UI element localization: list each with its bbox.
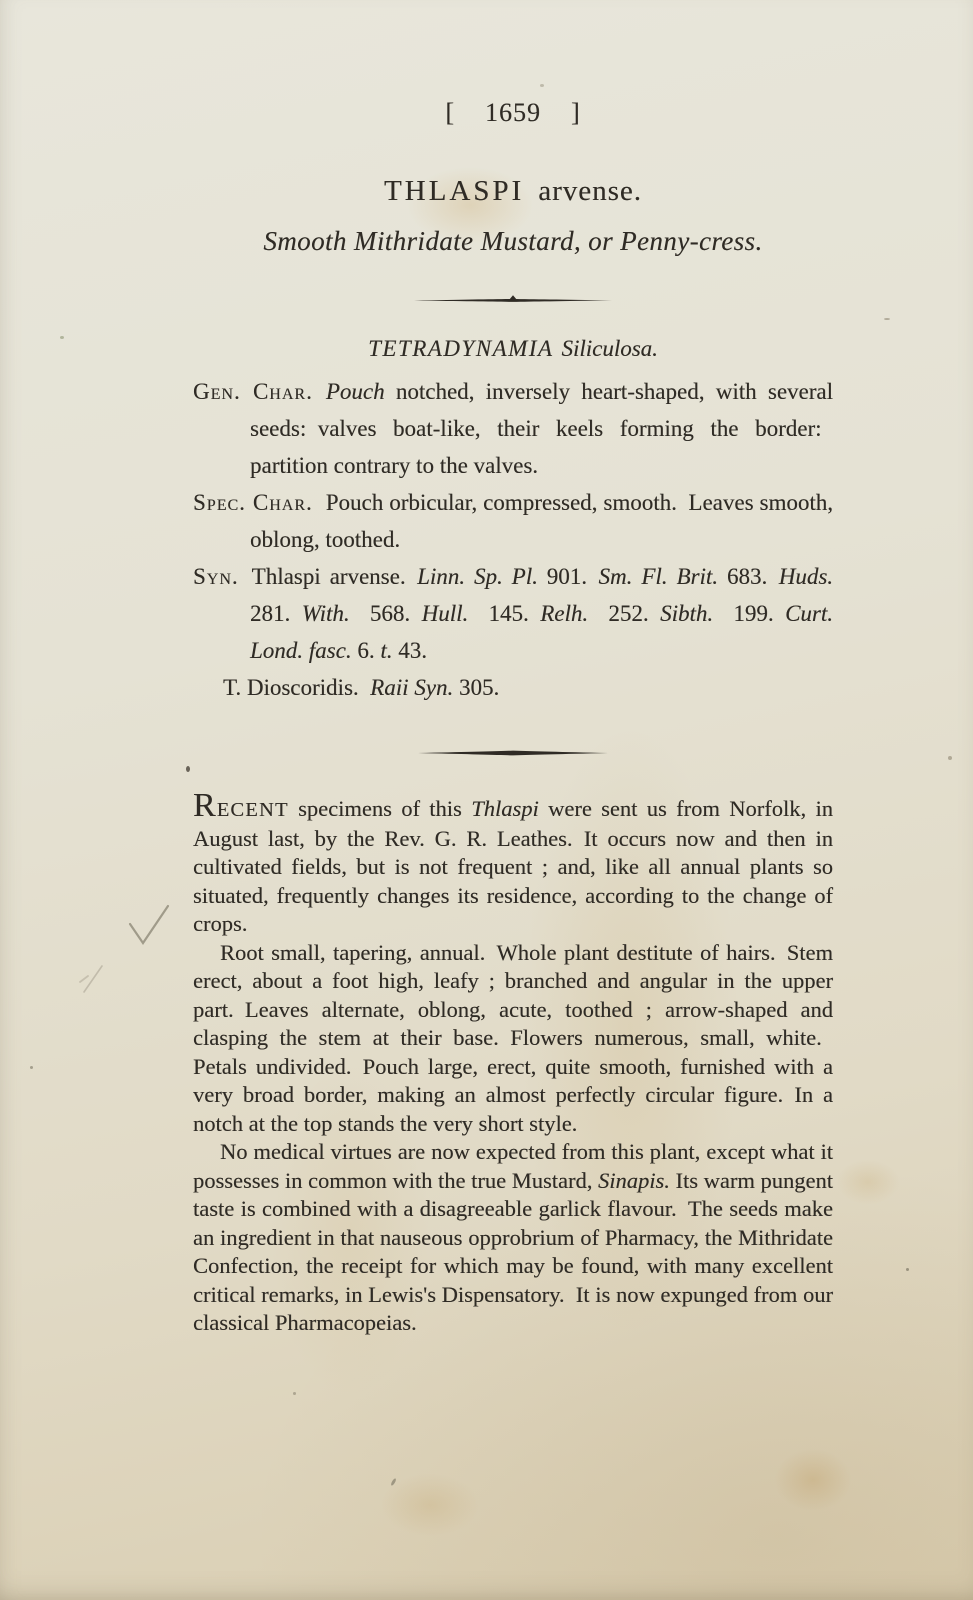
paper-speck [884,318,890,320]
synonyms-entry [193,558,833,669]
genus-name: THLASPI [383,175,525,207]
description-entries [193,373,833,706]
paragraph3-text: No medical virtues are now expected from this plant, except what it possesses in common with the true Mustard, Sinapis. Its warm pungent taste is combined with a disagreeable garlick flavour. The seeds make an ingredient in that nauseous opprobrium of Pharmacy, the Mithridate Confection, the receipt for which may be found, with many excellent critical remarks, in Lewis's Dispensatory. It is now expunged from our classical Pharmacopeias. [193,1139,833,1335]
paper-speck [390,1478,397,1486]
generic-character-entry [193,373,833,484]
paragraph1-text: specimens of this Thlaspi were sent us from Norfolk, in August last, by the Rev. G. R. Leathes. It occurs now and then in cultivated fields, but is not frequent ; and, like all annual plants so situated, frequently changes its residence, according to the change of crops. [193,796,833,936]
swelled-rule-divider-top [193,291,833,309]
paragraph-recent-specimens [193,789,833,939]
synonyms2-text: T. Dioscoridis. Raii Syn. 305. [223,675,500,700]
paper-speck [60,336,64,339]
paper-speck [906,1268,909,1271]
species-title [193,174,833,208]
taxonomy-class: TETRADYNAMIA [368,336,554,361]
paper-speck [540,84,544,87]
synonyms-text: Thlaspi arvense. Linn. Sp. Pl. 901. Sm. Fl. Brit. 683. Huds. 281. With. 568. Hull. 145. Relh. 252. Sibth. 199. Curt. Lond. fasc. 6. t. 43. [250,564,834,663]
synonyms-entry-second [193,669,833,706]
pencil-checkmark-annotation [116,898,186,960]
gen-char-text: Pouch notched, inversely heart-shaped, with several seeds: valves boat-like, their keels forming the border: partition contrary to the valves. [250,379,834,478]
taxonomy-order: Siliculosa. [561,336,658,361]
swelled-rule-icon [414,294,612,306]
spec-char-text: Pouch orbicular, compressed, smooth. Leaves smooth, oblong, toothed. [250,490,833,552]
gen-char-label: Gen. Char. [193,379,313,404]
taxonomy-heading [193,334,833,364]
page-content [193,96,833,1338]
paragraph-medical-virtues [193,1138,833,1338]
page-number [193,96,833,130]
paper-speck [948,756,952,760]
spec-char-label: Spec. Char. [193,490,313,515]
swelled-rule-icon [418,747,608,759]
common-name-subtitle: Smooth Mithridate Mustard, or Penny-cress. [263,226,763,256]
paragraph2-text: Root small, tapering, annual. Whole plant destitute of hairs. Stem erect, about a foot high, leafy ; branched and angular in the upper part. Leaves alternate, oblong, acute, toothed ; arrow-shaped and clasping the stem at their base. Flowers numerous, small, white. Petals undivided. Pouch large, erect, quite smooth, furnished with a very broad border, making an almost perfectly circular figure. In a notch at the top stands the very short style. [193,939,833,1136]
specific-character-entry [193,484,833,558]
page-number-value: 1659 [485,98,541,127]
synonyms-label: Syn. [193,564,239,589]
swelled-rule-divider-bottom [193,744,833,762]
paper-speck [293,1392,296,1395]
pencil-smudge-annotation [78,952,128,1000]
drop-cap-initial: R [193,787,217,824]
species-epithet: arvense. [538,175,643,207]
page-number-bracket-right: ] [571,98,581,127]
paper-speck [30,1066,33,1069]
paper-speck [186,766,190,772]
paragraph-plant-description [193,939,833,1139]
body-text [193,789,833,1338]
drop-cap-rest: ECENT [216,799,289,821]
page-number-bracket-left: [ [445,98,455,127]
